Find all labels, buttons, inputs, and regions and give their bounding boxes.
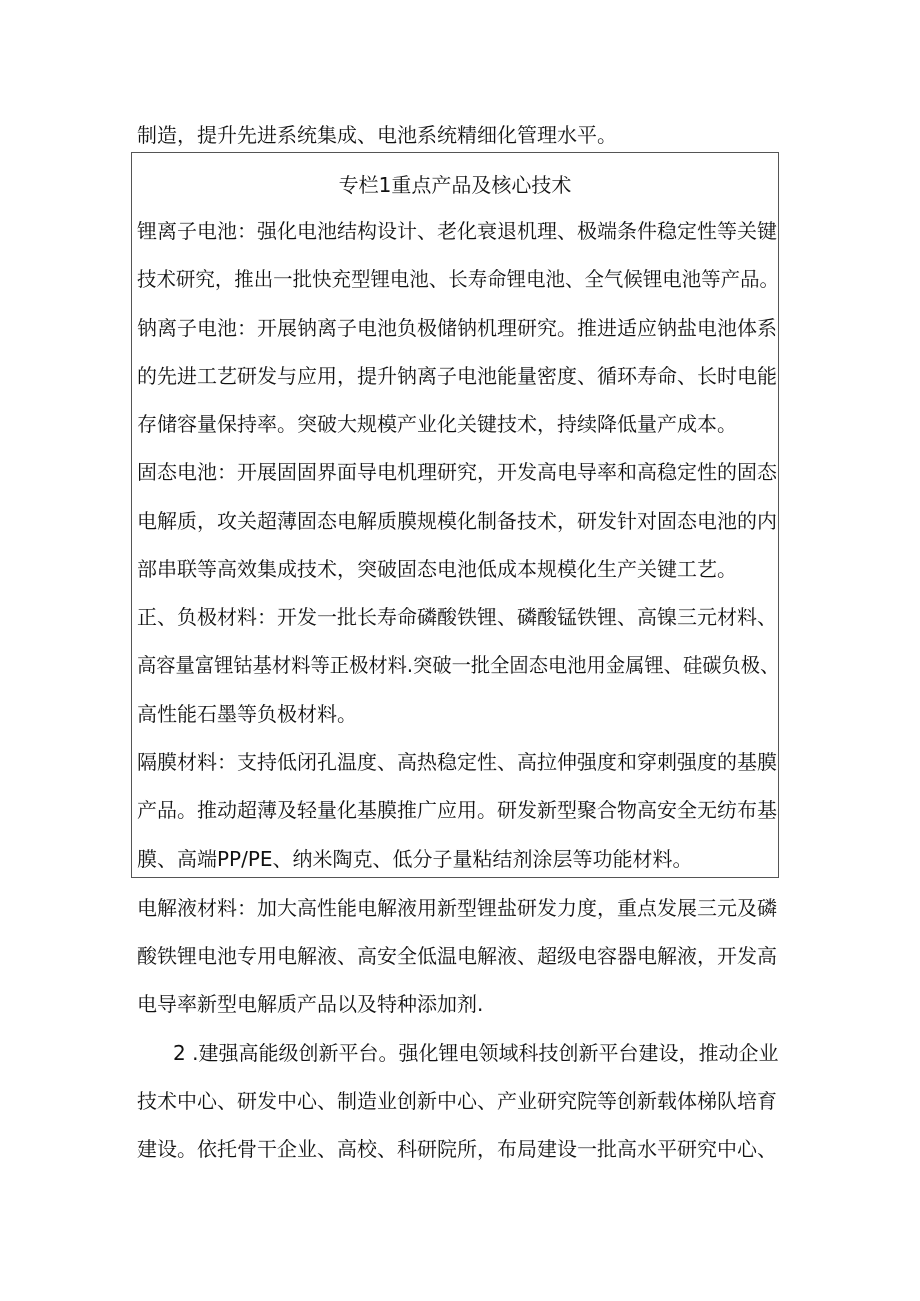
column-box-line: 高容量富锂钴基材料等正极材料.突破一批全固态电池用金属锂、硅碳负极、 xyxy=(137,653,780,677)
section2-line: 技术中心、研发中心、制造业创新中心、产业研究院等创新载体梯队培育 xyxy=(137,1089,777,1113)
column-box-line: 高性能石墨等负极材料。 xyxy=(137,702,357,726)
column-box-line: 锂离子电池：强化电池结构设计、老化衰退机理、极端条件稳定性等关键 xyxy=(137,219,777,243)
column-box-line: 固态电池：开展固固界面导电机理研究，开发高电导率和高稳定性的固态 xyxy=(137,460,777,484)
column-box-line: 电解质，攻关超薄固态电解质膜规模化制备技术，研发针对固态电池的内 xyxy=(137,509,777,533)
electrolyte-line: 酸铁锂电池专用电解液、高安全低温电解液、超级电容器电解液，开发高 xyxy=(137,944,777,968)
section2-line: 2 .建强高能级创新平台。强化锂电领域科技创新平台建设，推动企业 xyxy=(173,1041,779,1065)
column-box-line: 钠离子电池：开展钠离子电池负极储钠机理研究。推进适应钠盐电池体系 xyxy=(137,316,777,340)
electrolyte-line: 电解液材料：加大高性能电解液用新型锂盐研发力度，重点发展三元及磷 xyxy=(137,896,777,920)
column-box-line: 技术研究，推出一批快充型锂电池、长寿命锂电池、全气候锂电池等产品。 xyxy=(137,267,779,291)
column-box-line: 正、负极材料：开发一批长寿命磷酸铁锂、磷酸锰铁锂、高镍三元材料、 xyxy=(137,605,777,629)
intro-line: 制造，提升先进系统集成、电池系统精细化管理水平。 xyxy=(137,123,617,147)
column-box-title: 专栏1重点产品及核心技术 xyxy=(338,173,572,197)
column-box-line: 的先进工艺研发与应用，提升钠离子电池能量密度、循环寿命、长时电能 xyxy=(137,364,777,388)
column-box-line: 部串联等高效集成技术，突破固态电池低成本规模化生产关键工艺。 xyxy=(137,557,737,581)
electrolyte-line: 电导率新型电解质产品以及特种添加剂. xyxy=(137,992,484,1016)
column-box-line: 隔膜材料：支持低闭孔温度、高热稳定性、高拉伸强度和穿刺强度的基膜 xyxy=(137,750,777,774)
column-box-line: 产品。推动超薄及轻量化基膜推广应用。研发新型聚合物高安全无纺布基 xyxy=(137,798,777,822)
column-box-line: 存储容量保持率。突破大规模产业化关键技术，持续降低量产成本。 xyxy=(137,412,737,436)
column-box-line: 膜、高端PP/PE、纳米陶克、低分子量粘结剂涂层等功能材料。 xyxy=(137,847,693,871)
section2-line: 建设。依托骨干企业、高校、科研院所，布局建设一批高水平研究中心、 xyxy=(137,1137,777,1161)
